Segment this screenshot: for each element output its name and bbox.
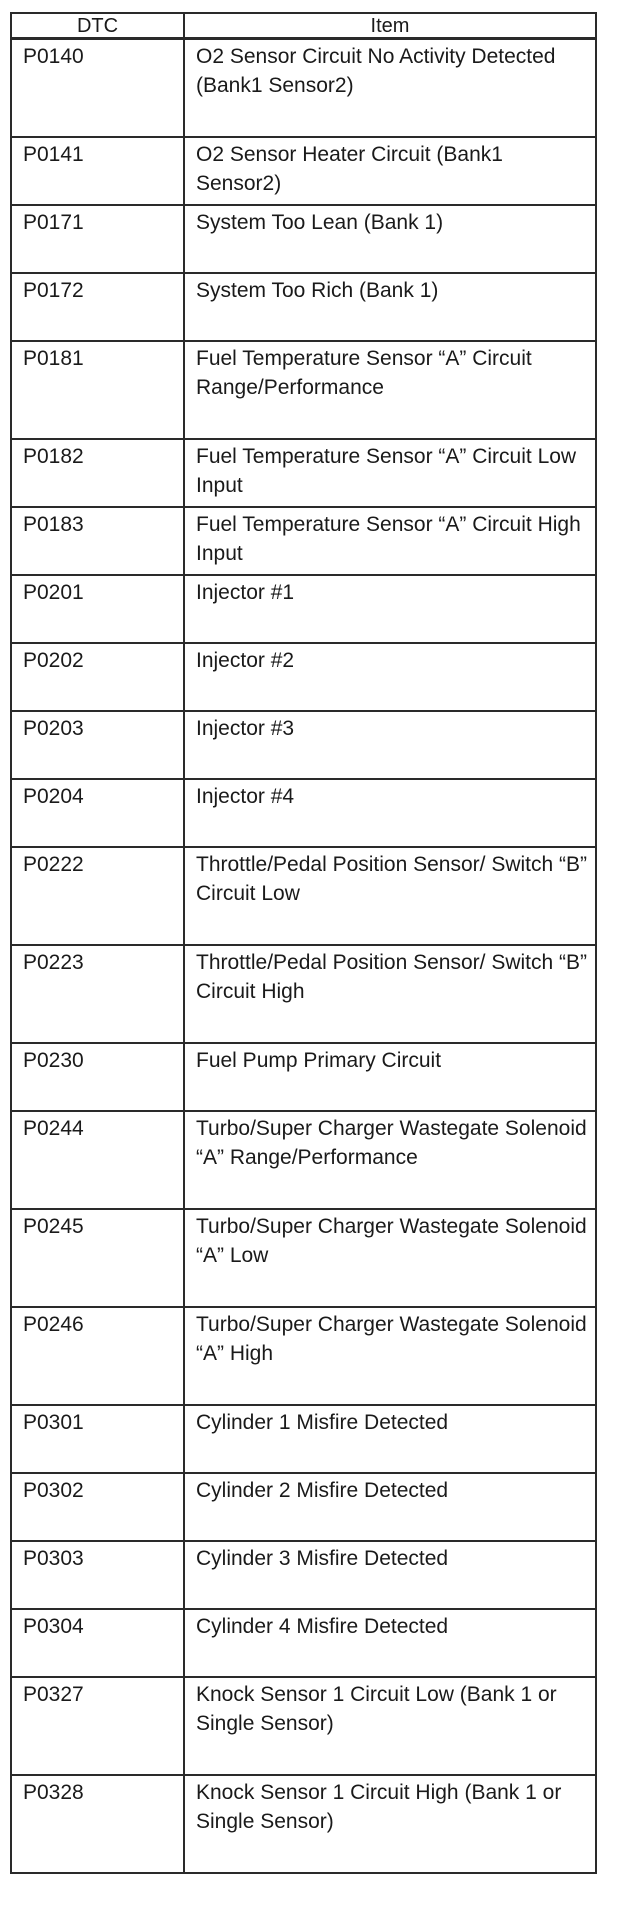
- dtc-code: P0141: [11, 137, 184, 205]
- table-row: [11, 439, 596, 507]
- dtc-item: O2 Sensor Heater Circuit (Bank1 Sensor2): [184, 137, 596, 205]
- table-row: [11, 1775, 596, 1873]
- dtc-code: P0202: [11, 643, 184, 711]
- dtc-item: Fuel Temperature Sensor “A” Circuit Range/Performance: [184, 341, 596, 439]
- dtc-code: P0230: [11, 1043, 184, 1111]
- dtc-code: P0304: [11, 1609, 184, 1677]
- dtc-table: [10, 12, 597, 1874]
- dtc-code: P0246: [11, 1307, 184, 1405]
- table-row: [11, 643, 596, 711]
- dtc-item: Injector #1: [184, 575, 596, 643]
- table-row: [11, 1111, 596, 1209]
- dtc-code: P0328: [11, 1775, 184, 1873]
- table-row: [11, 205, 596, 273]
- dtc-code: P0302: [11, 1473, 184, 1541]
- table-row: [11, 1609, 596, 1677]
- header-dtc: DTC: [11, 13, 184, 39]
- table-row: [11, 39, 596, 138]
- dtc-item: Throttle/Pedal Position Sensor/ Switch “B” Circuit Low: [184, 847, 596, 945]
- dtc-code: P0223: [11, 945, 184, 1043]
- table-row: [11, 1541, 596, 1609]
- dtc-item: Fuel Pump Primary Circuit: [184, 1043, 596, 1111]
- dtc-item: Knock Sensor 1 Circuit Low (Bank 1 or Single Sensor): [184, 1677, 596, 1775]
- dtc-code: P0244: [11, 1111, 184, 1209]
- dtc-code: P0303: [11, 1541, 184, 1609]
- dtc-code: P0183: [11, 507, 184, 575]
- table-row: [11, 847, 596, 945]
- dtc-code: P0181: [11, 341, 184, 439]
- dtc-item: Injector #4: [184, 779, 596, 847]
- table-row: [11, 711, 596, 779]
- dtc-item: Cylinder 4 Misfire Detected: [184, 1609, 596, 1677]
- dtc-item: Turbo/Super Charger Wastegate Solenoid “A” Low: [184, 1209, 596, 1307]
- dtc-code: P0222: [11, 847, 184, 945]
- table-row: [11, 575, 596, 643]
- dtc-code: P0201: [11, 575, 184, 643]
- dtc-code: P0140: [11, 39, 184, 138]
- dtc-item: Cylinder 1 Misfire Detected: [184, 1405, 596, 1473]
- table-row: [11, 1473, 596, 1541]
- table-row: [11, 1405, 596, 1473]
- dtc-item: O2 Sensor Circuit No Activity Detected (Bank1 Sensor2): [184, 39, 596, 138]
- table-row: [11, 137, 596, 205]
- dtc-code: P0245: [11, 1209, 184, 1307]
- dtc-item: System Too Lean (Bank 1): [184, 205, 596, 273]
- table-row: [11, 1307, 596, 1405]
- dtc-item: Fuel Temperature Sensor “A” Circuit High Input: [184, 507, 596, 575]
- dtc-code: P0182: [11, 439, 184, 507]
- table-row: [11, 1043, 596, 1111]
- dtc-code: P0172: [11, 273, 184, 341]
- table-row: [11, 341, 596, 439]
- table-row: [11, 1209, 596, 1307]
- dtc-item: Turbo/Super Charger Wastegate Solenoid “A” Range/Performance: [184, 1111, 596, 1209]
- dtc-code: P0204: [11, 779, 184, 847]
- table-row: [11, 945, 596, 1043]
- header-item: Item: [184, 13, 596, 39]
- dtc-code: P0327: [11, 1677, 184, 1775]
- table-row: [11, 273, 596, 341]
- dtc-code: P0203: [11, 711, 184, 779]
- dtc-item: Injector #2: [184, 643, 596, 711]
- dtc-item: Throttle/Pedal Position Sensor/ Switch “B” Circuit High: [184, 945, 596, 1043]
- table-row: [11, 507, 596, 575]
- dtc-item: Turbo/Super Charger Wastegate Solenoid “A” High: [184, 1307, 596, 1405]
- dtc-code: P0301: [11, 1405, 184, 1473]
- table-row: [11, 1677, 596, 1775]
- dtc-item: Cylinder 3 Misfire Detected: [184, 1541, 596, 1609]
- dtc-item: Injector #3: [184, 711, 596, 779]
- dtc-code: P0171: [11, 205, 184, 273]
- dtc-item: System Too Rich (Bank 1): [184, 273, 596, 341]
- dtc-item: Cylinder 2 Misfire Detected: [184, 1473, 596, 1541]
- dtc-item: Fuel Temperature Sensor “A” Circuit Low Input: [184, 439, 596, 507]
- header-row: [11, 13, 596, 39]
- table-row: [11, 779, 596, 847]
- dtc-item: Knock Sensor 1 Circuit High (Bank 1 or Single Sensor): [184, 1775, 596, 1873]
